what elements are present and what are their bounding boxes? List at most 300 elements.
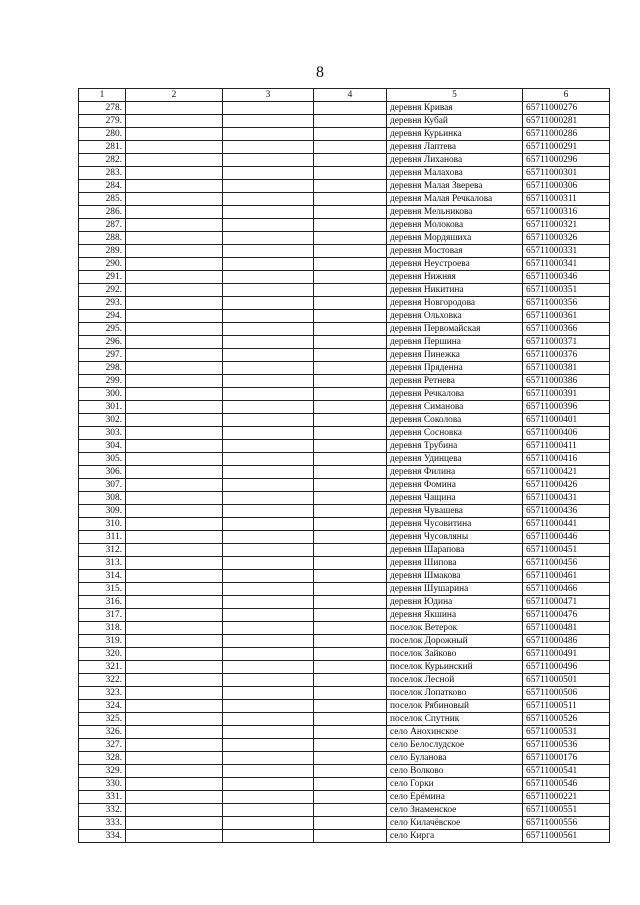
- settlement-name: деревня Малахова: [387, 167, 523, 180]
- column-2-cell: [126, 492, 223, 505]
- column-2-cell: [126, 336, 223, 349]
- table-row: [79, 596, 610, 609]
- column-4-cell: [314, 297, 387, 310]
- column-4-cell: [314, 180, 387, 193]
- settlement-name: деревня Чувашева: [387, 505, 523, 518]
- settlement-name: деревня Першина: [387, 336, 523, 349]
- row-number: 331.: [79, 791, 126, 804]
- column-3-cell: [223, 687, 314, 700]
- settlement-name: деревня Чащина: [387, 492, 523, 505]
- table-row: [79, 193, 610, 206]
- column-4-cell: [314, 544, 387, 557]
- column-4-cell: [314, 817, 387, 830]
- settlement-name: деревня Симанова: [387, 401, 523, 414]
- column-4-cell: [314, 336, 387, 349]
- table-row: [79, 661, 610, 674]
- table-row: [79, 752, 610, 765]
- row-number: 287.: [79, 219, 126, 232]
- column-2-cell: [126, 440, 223, 453]
- column-3-cell: [223, 804, 314, 817]
- table-row: [79, 531, 610, 544]
- settlement-name: село Анохинское: [387, 726, 523, 739]
- table-row: [79, 336, 610, 349]
- column-header-5: 5: [387, 89, 523, 102]
- page-number: 8: [316, 64, 324, 81]
- oktmo-code: 65711000411: [523, 440, 610, 453]
- table-row: [79, 323, 610, 336]
- table-row: [79, 765, 610, 778]
- table-row: [79, 817, 610, 830]
- row-number: 293.: [79, 297, 126, 310]
- oktmo-code: 65711000481: [523, 622, 610, 635]
- settlement-name: деревня Якшина: [387, 609, 523, 622]
- settlement-name: деревня Малая Речкалова: [387, 193, 523, 206]
- row-number: 307.: [79, 479, 126, 492]
- settlement-name: деревня Пряденна: [387, 362, 523, 375]
- column-4-cell: [314, 310, 387, 323]
- row-number: 328.: [79, 752, 126, 765]
- row-number: 317.: [79, 609, 126, 622]
- column-2-cell: [126, 635, 223, 648]
- column-2-cell: [126, 622, 223, 635]
- column-header-2: 2: [126, 89, 223, 102]
- column-3-cell: [223, 440, 314, 453]
- row-number: 290.: [79, 258, 126, 271]
- column-4-cell: [314, 635, 387, 648]
- settlement-name: деревня Пинежка: [387, 349, 523, 362]
- column-2-cell: [126, 739, 223, 752]
- settlement-name: деревня Чусовитина: [387, 518, 523, 531]
- oktmo-code: 65711000376: [523, 349, 610, 362]
- column-2-cell: [126, 414, 223, 427]
- oktmo-code: 65711000296: [523, 154, 610, 167]
- row-number: 309.: [79, 505, 126, 518]
- oktmo-code: 65711000221: [523, 791, 610, 804]
- column-2-cell: [126, 453, 223, 466]
- oktmo-code: 65711000306: [523, 180, 610, 193]
- header-row: [79, 89, 610, 102]
- column-3-cell: [223, 752, 314, 765]
- table-row: [79, 310, 610, 323]
- column-3-cell: [223, 375, 314, 388]
- table-row: [79, 115, 610, 128]
- oktmo-code: 65711000506: [523, 687, 610, 700]
- column-header-3: 3: [223, 89, 314, 102]
- row-number: 304.: [79, 440, 126, 453]
- row-number: 315.: [79, 583, 126, 596]
- oktmo-code: 65711000176: [523, 752, 610, 765]
- column-4-cell: [314, 830, 387, 843]
- settlement-name: деревня Шушарина: [387, 583, 523, 596]
- column-3-cell: [223, 583, 314, 596]
- oktmo-code: 65711000511: [523, 700, 610, 713]
- column-3-cell: [223, 232, 314, 245]
- table-row: [79, 635, 610, 648]
- oktmo-code: 65711000486: [523, 635, 610, 648]
- column-4-cell: [314, 726, 387, 739]
- column-2-cell: [126, 661, 223, 674]
- oktmo-code: 65711000536: [523, 739, 610, 752]
- column-4-cell: [314, 128, 387, 141]
- settlement-name: деревня Мордяшиха: [387, 232, 523, 245]
- table-row: [79, 427, 610, 440]
- column-2-cell: [126, 232, 223, 245]
- table-row: [79, 609, 610, 622]
- table-row: [79, 102, 610, 115]
- column-4-cell: [314, 284, 387, 297]
- column-2-cell: [126, 206, 223, 219]
- row-number: 310.: [79, 518, 126, 531]
- column-4-cell: [314, 765, 387, 778]
- column-3-cell: [223, 544, 314, 557]
- column-3-cell: [223, 141, 314, 154]
- table-row: [79, 271, 610, 284]
- table-row: [79, 440, 610, 453]
- row-number: 289.: [79, 245, 126, 258]
- column-3-cell: [223, 674, 314, 687]
- row-number: 291.: [79, 271, 126, 284]
- settlement-name: поселок Дорожный: [387, 635, 523, 648]
- column-3-cell: [223, 518, 314, 531]
- row-number: 327.: [79, 739, 126, 752]
- row-number: 314.: [79, 570, 126, 583]
- table-row: [79, 544, 610, 557]
- column-4-cell: [314, 232, 387, 245]
- settlement-name: деревня Фомина: [387, 479, 523, 492]
- column-4-cell: [314, 622, 387, 635]
- oktmo-code: 65711000556: [523, 817, 610, 830]
- settlement-name: деревня Лиханова: [387, 154, 523, 167]
- settlement-name: деревня Соколова: [387, 414, 523, 427]
- column-4-cell: [314, 492, 387, 505]
- column-2-cell: [126, 596, 223, 609]
- table-row: [79, 414, 610, 427]
- column-2-cell: [126, 583, 223, 596]
- settlement-name: деревня Первомайская: [387, 323, 523, 336]
- oktmo-code: 65711000386: [523, 375, 610, 388]
- column-3-cell: [223, 791, 314, 804]
- column-2-cell: [126, 141, 223, 154]
- row-number: 303.: [79, 427, 126, 440]
- column-3-cell: [223, 193, 314, 206]
- column-4-cell: [314, 661, 387, 674]
- column-3-cell: [223, 817, 314, 830]
- column-4-cell: [314, 193, 387, 206]
- row-number: 311.: [79, 531, 126, 544]
- row-number: 280.: [79, 128, 126, 141]
- oktmo-code: 65711000441: [523, 518, 610, 531]
- column-2-cell: [126, 713, 223, 726]
- column-3-cell: [223, 635, 314, 648]
- column-3-cell: [223, 388, 314, 401]
- column-2-cell: [126, 700, 223, 713]
- row-number: 313.: [79, 557, 126, 570]
- settlement-name: поселок Рябиновый: [387, 700, 523, 713]
- column-3-cell: [223, 427, 314, 440]
- oktmo-code: 65711000466: [523, 583, 610, 596]
- settlement-name: деревня Кривая: [387, 102, 523, 115]
- column-4-cell: [314, 557, 387, 570]
- column-3-cell: [223, 271, 314, 284]
- column-2-cell: [126, 245, 223, 258]
- column-3-cell: [223, 557, 314, 570]
- table-row: [79, 726, 610, 739]
- table-row: [79, 206, 610, 219]
- column-2-cell: [126, 102, 223, 115]
- oktmo-code: 65711000456: [523, 557, 610, 570]
- column-3-cell: [223, 154, 314, 167]
- column-4-cell: [314, 167, 387, 180]
- settlement-name: деревня Неустроева: [387, 258, 523, 271]
- table-row: [79, 258, 610, 271]
- column-4-cell: [314, 505, 387, 518]
- column-4-cell: [314, 219, 387, 232]
- column-4-cell: [314, 323, 387, 336]
- oktmo-code: 65711000326: [523, 232, 610, 245]
- column-4-cell: [314, 401, 387, 414]
- row-number: 297.: [79, 349, 126, 362]
- column-4-cell: [314, 258, 387, 271]
- column-2-cell: [126, 219, 223, 232]
- settlement-name: поселок Лопатково: [387, 687, 523, 700]
- settlement-name: деревня Шипова: [387, 557, 523, 570]
- settlement-name: деревня Шарапова: [387, 544, 523, 557]
- row-number: 332.: [79, 804, 126, 817]
- settlement-name: деревня Удинцева: [387, 453, 523, 466]
- oktmo-code: 65711000416: [523, 453, 610, 466]
- settlement-name: село Кирга: [387, 830, 523, 843]
- column-3-cell: [223, 180, 314, 193]
- column-4-cell: [314, 245, 387, 258]
- column-2-cell: [126, 557, 223, 570]
- column-3-cell: [223, 206, 314, 219]
- column-header-6: 6: [523, 89, 610, 102]
- column-header-1: 1: [79, 89, 126, 102]
- column-2-cell: [126, 284, 223, 297]
- column-3-cell: [223, 323, 314, 336]
- column-4-cell: [314, 440, 387, 453]
- table-row: [79, 557, 610, 570]
- table-row: [79, 232, 610, 245]
- oktmo-code: 65711000476: [523, 609, 610, 622]
- row-number: 288.: [79, 232, 126, 245]
- oktmo-code: 65711000341: [523, 258, 610, 271]
- column-3-cell: [223, 219, 314, 232]
- column-3-cell: [223, 258, 314, 271]
- column-2-cell: [126, 427, 223, 440]
- column-2-cell: [126, 765, 223, 778]
- row-number: 292.: [79, 284, 126, 297]
- column-4-cell: [314, 700, 387, 713]
- settlement-name: деревня Мостовая: [387, 245, 523, 258]
- column-4-cell: [314, 206, 387, 219]
- settlement-name: поселок Ветерок: [387, 622, 523, 635]
- column-3-cell: [223, 700, 314, 713]
- row-number: 281.: [79, 141, 126, 154]
- column-3-cell: [223, 505, 314, 518]
- oktmo-code: 65711000276: [523, 102, 610, 115]
- column-3-cell: [223, 284, 314, 297]
- oktmo-code: 65711000301: [523, 167, 610, 180]
- oktmo-code: 65711000496: [523, 661, 610, 674]
- column-4-cell: [314, 115, 387, 128]
- oktmo-code: 65711000361: [523, 310, 610, 323]
- table-row: [79, 622, 610, 635]
- row-number: 323.: [79, 687, 126, 700]
- row-number: 308.: [79, 492, 126, 505]
- column-3-cell: [223, 531, 314, 544]
- settlements-table: [78, 88, 610, 843]
- column-3-cell: [223, 778, 314, 791]
- column-3-cell: [223, 479, 314, 492]
- table-row: [79, 349, 610, 362]
- table-row: [79, 128, 610, 141]
- column-2-cell: [126, 271, 223, 284]
- column-3-cell: [223, 336, 314, 349]
- table-row: [79, 700, 610, 713]
- column-3-cell: [223, 570, 314, 583]
- row-number: 295.: [79, 323, 126, 336]
- oktmo-code: 65711000366: [523, 323, 610, 336]
- column-4-cell: [314, 752, 387, 765]
- column-3-cell: [223, 128, 314, 141]
- oktmo-code: 65711000351: [523, 284, 610, 297]
- settlement-name: деревня Никитина: [387, 284, 523, 297]
- column-3-cell: [223, 466, 314, 479]
- row-number: 278.: [79, 102, 126, 115]
- row-number: 316.: [79, 596, 126, 609]
- column-3-cell: [223, 713, 314, 726]
- column-2-cell: [126, 115, 223, 128]
- column-2-cell: [126, 193, 223, 206]
- column-2-cell: [126, 310, 223, 323]
- column-4-cell: [314, 414, 387, 427]
- column-2-cell: [126, 687, 223, 700]
- table-row: [79, 401, 610, 414]
- column-4-cell: [314, 713, 387, 726]
- column-4-cell: [314, 583, 387, 596]
- settlement-name: село Белослудское: [387, 739, 523, 752]
- table-row: [79, 388, 610, 401]
- oktmo-code: 65711000431: [523, 492, 610, 505]
- table-row: [79, 219, 610, 232]
- oktmo-code: 65711000316: [523, 206, 610, 219]
- row-number: 319.: [79, 635, 126, 648]
- oktmo-code: 65711000546: [523, 778, 610, 791]
- column-2-cell: [126, 180, 223, 193]
- settlement-name: поселок Лесной: [387, 674, 523, 687]
- table-row: [79, 518, 610, 531]
- column-3-cell: [223, 167, 314, 180]
- column-2-cell: [126, 570, 223, 583]
- table-row: [79, 713, 610, 726]
- oktmo-code: 65711000381: [523, 362, 610, 375]
- row-number: 333.: [79, 817, 126, 830]
- settlement-name: деревня Молокова: [387, 219, 523, 232]
- oktmo-code: 65711000446: [523, 531, 610, 544]
- row-number: 285.: [79, 193, 126, 206]
- oktmo-code: 65711000436: [523, 505, 610, 518]
- row-number: 279.: [79, 115, 126, 128]
- oktmo-code: 65711000286: [523, 128, 610, 141]
- column-4-cell: [314, 518, 387, 531]
- column-3-cell: [223, 245, 314, 258]
- settlement-name: деревня Шмакова: [387, 570, 523, 583]
- table-row: [79, 284, 610, 297]
- column-3-cell: [223, 726, 314, 739]
- row-number: 320.: [79, 648, 126, 661]
- oktmo-code: 65711000346: [523, 271, 610, 284]
- table-row: [79, 804, 610, 817]
- column-3-cell: [223, 661, 314, 674]
- table-row: [79, 505, 610, 518]
- column-4-cell: [314, 479, 387, 492]
- table-row: [79, 583, 610, 596]
- column-4-cell: [314, 687, 387, 700]
- settlement-name: поселок Курьинский: [387, 661, 523, 674]
- table-row: [79, 791, 610, 804]
- column-4-cell: [314, 388, 387, 401]
- column-2-cell: [126, 804, 223, 817]
- column-4-cell: [314, 349, 387, 362]
- column-2-cell: [126, 830, 223, 843]
- table-row: [79, 141, 610, 154]
- oktmo-code: 65711000321: [523, 219, 610, 232]
- table-row: [79, 479, 610, 492]
- column-3-cell: [223, 739, 314, 752]
- column-3-cell: [223, 349, 314, 362]
- settlement-name: село Килачёвское: [387, 817, 523, 830]
- settlement-name: деревня Новгородова: [387, 297, 523, 310]
- row-number: 301.: [79, 401, 126, 414]
- row-number: 334.: [79, 830, 126, 843]
- settlement-name: село Горки: [387, 778, 523, 791]
- table-row: [79, 687, 610, 700]
- column-2-cell: [126, 518, 223, 531]
- row-number: 324.: [79, 700, 126, 713]
- column-3-cell: [223, 297, 314, 310]
- column-2-cell: [126, 362, 223, 375]
- oktmo-code: 65711000396: [523, 401, 610, 414]
- table-body: [79, 102, 610, 843]
- settlement-name: село Волково: [387, 765, 523, 778]
- row-number: 326.: [79, 726, 126, 739]
- column-4-cell: [314, 596, 387, 609]
- column-3-cell: [223, 765, 314, 778]
- row-number: 318.: [79, 622, 126, 635]
- table-row: [79, 154, 610, 167]
- row-number: 302.: [79, 414, 126, 427]
- oktmo-code: 65711000291: [523, 141, 610, 154]
- settlement-name: деревня Нижняя: [387, 271, 523, 284]
- row-number: 283.: [79, 167, 126, 180]
- column-2-cell: [126, 505, 223, 518]
- oktmo-code: 65711000451: [523, 544, 610, 557]
- table-header: [79, 89, 610, 102]
- column-2-cell: [126, 401, 223, 414]
- oktmo-code: 65711000551: [523, 804, 610, 817]
- column-4-cell: [314, 739, 387, 752]
- table-row: [79, 167, 610, 180]
- column-3-cell: [223, 492, 314, 505]
- column-2-cell: [126, 128, 223, 141]
- oktmo-code: 65711000331: [523, 245, 610, 258]
- oktmo-code: 65711000526: [523, 713, 610, 726]
- table-row: [79, 830, 610, 843]
- row-number: 286.: [79, 206, 126, 219]
- table-row: [79, 362, 610, 375]
- settlement-name: деревня Ретнева: [387, 375, 523, 388]
